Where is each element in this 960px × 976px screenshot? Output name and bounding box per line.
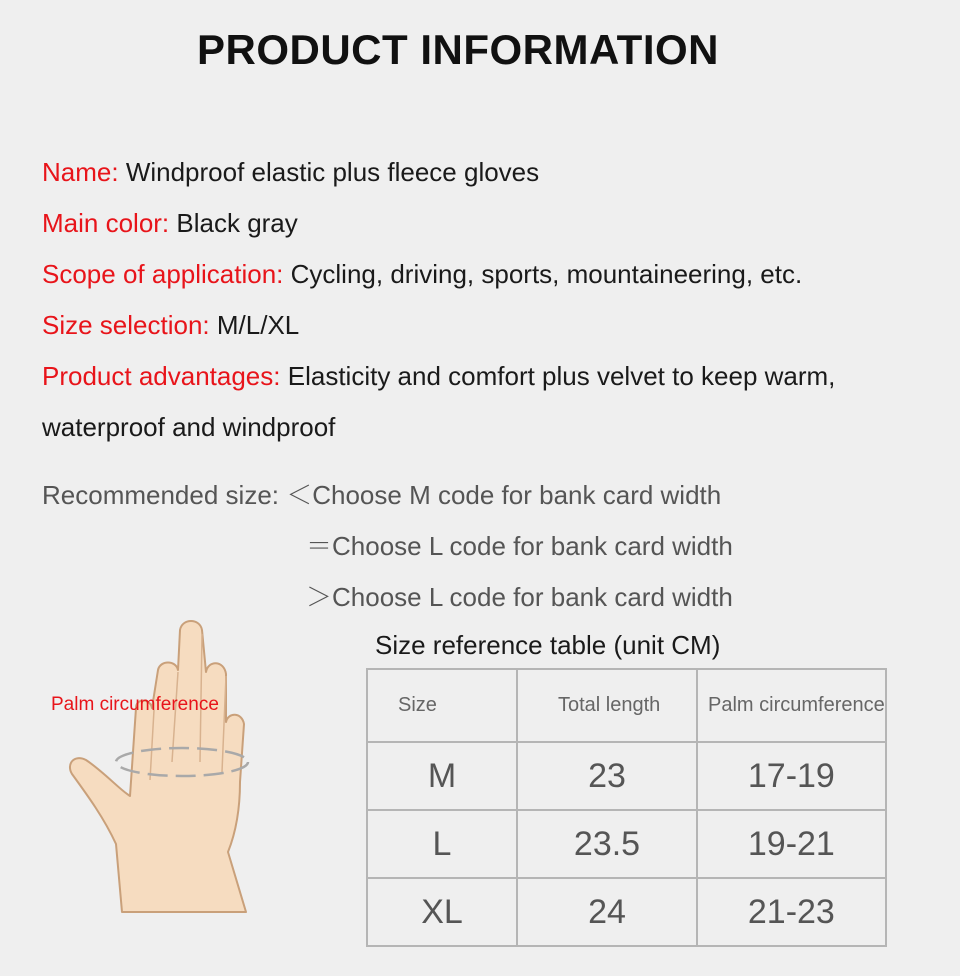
info-row-advantages-cont [42,405,942,456]
table-cell: M [367,742,517,810]
table-row [367,742,886,810]
info-label: Name: [42,157,119,187]
palm-circumference-label: Palm circumference [51,694,219,715]
page-title: PRODUCT INFORMATION [196,26,719,73]
info-label: Size selection: [42,310,210,340]
table-cell: L [367,810,517,878]
table-cell: 21-23 [697,878,886,946]
info-label: Product advantages: [42,361,281,391]
recommended-size-line-2: ＝Choose L code for bank card width [306,531,733,561]
table-header-row [367,669,886,742]
size-table-title: Size reference table (unit CM) [375,630,721,660]
info-value: Black gray [176,208,298,238]
size-reference-table [366,668,887,947]
table-row [367,810,886,878]
info-value: Windproof elastic plus fleece gloves [125,157,540,187]
info-row-size [42,303,942,354]
table-cell: XL [367,878,517,946]
info-row-advantages [42,354,942,405]
info-value: waterproof and windproof [42,412,336,442]
table-cell: 17-19 [697,742,886,810]
info-value: Elasticity and comfort plus velvet to keep warm, [287,361,836,391]
info-value: Cycling, driving, sports, mountaineering, etc. [290,259,803,289]
recommended-size-line-1 [42,475,721,512]
info-label: Scope of application: [42,259,284,289]
info-value: M/L/XL [216,310,300,340]
product-info-list [42,150,942,456]
recommended-size-label: Recommended size: [42,480,279,510]
hand-illustration-icon [30,612,330,932]
table-cell: 23.5 [517,810,697,878]
table-cell: 19-21 [697,810,886,878]
table-header-cell: Size [367,669,517,742]
info-row-scope [42,252,942,303]
table-cell: 24 [517,878,697,946]
info-row-name [42,150,942,201]
table-cell: 23 [517,742,697,810]
table-header-cell: Total length [517,669,697,742]
info-row-color [42,201,942,252]
table-row [367,878,886,946]
recommended-size-line-3: ＞Choose L code for bank card width [306,582,733,612]
info-label: Main color: [42,208,170,238]
table-header-cell: Palm circumference [697,669,886,742]
recommended-size-text: ＜Choose M code for bank card width [286,480,722,510]
